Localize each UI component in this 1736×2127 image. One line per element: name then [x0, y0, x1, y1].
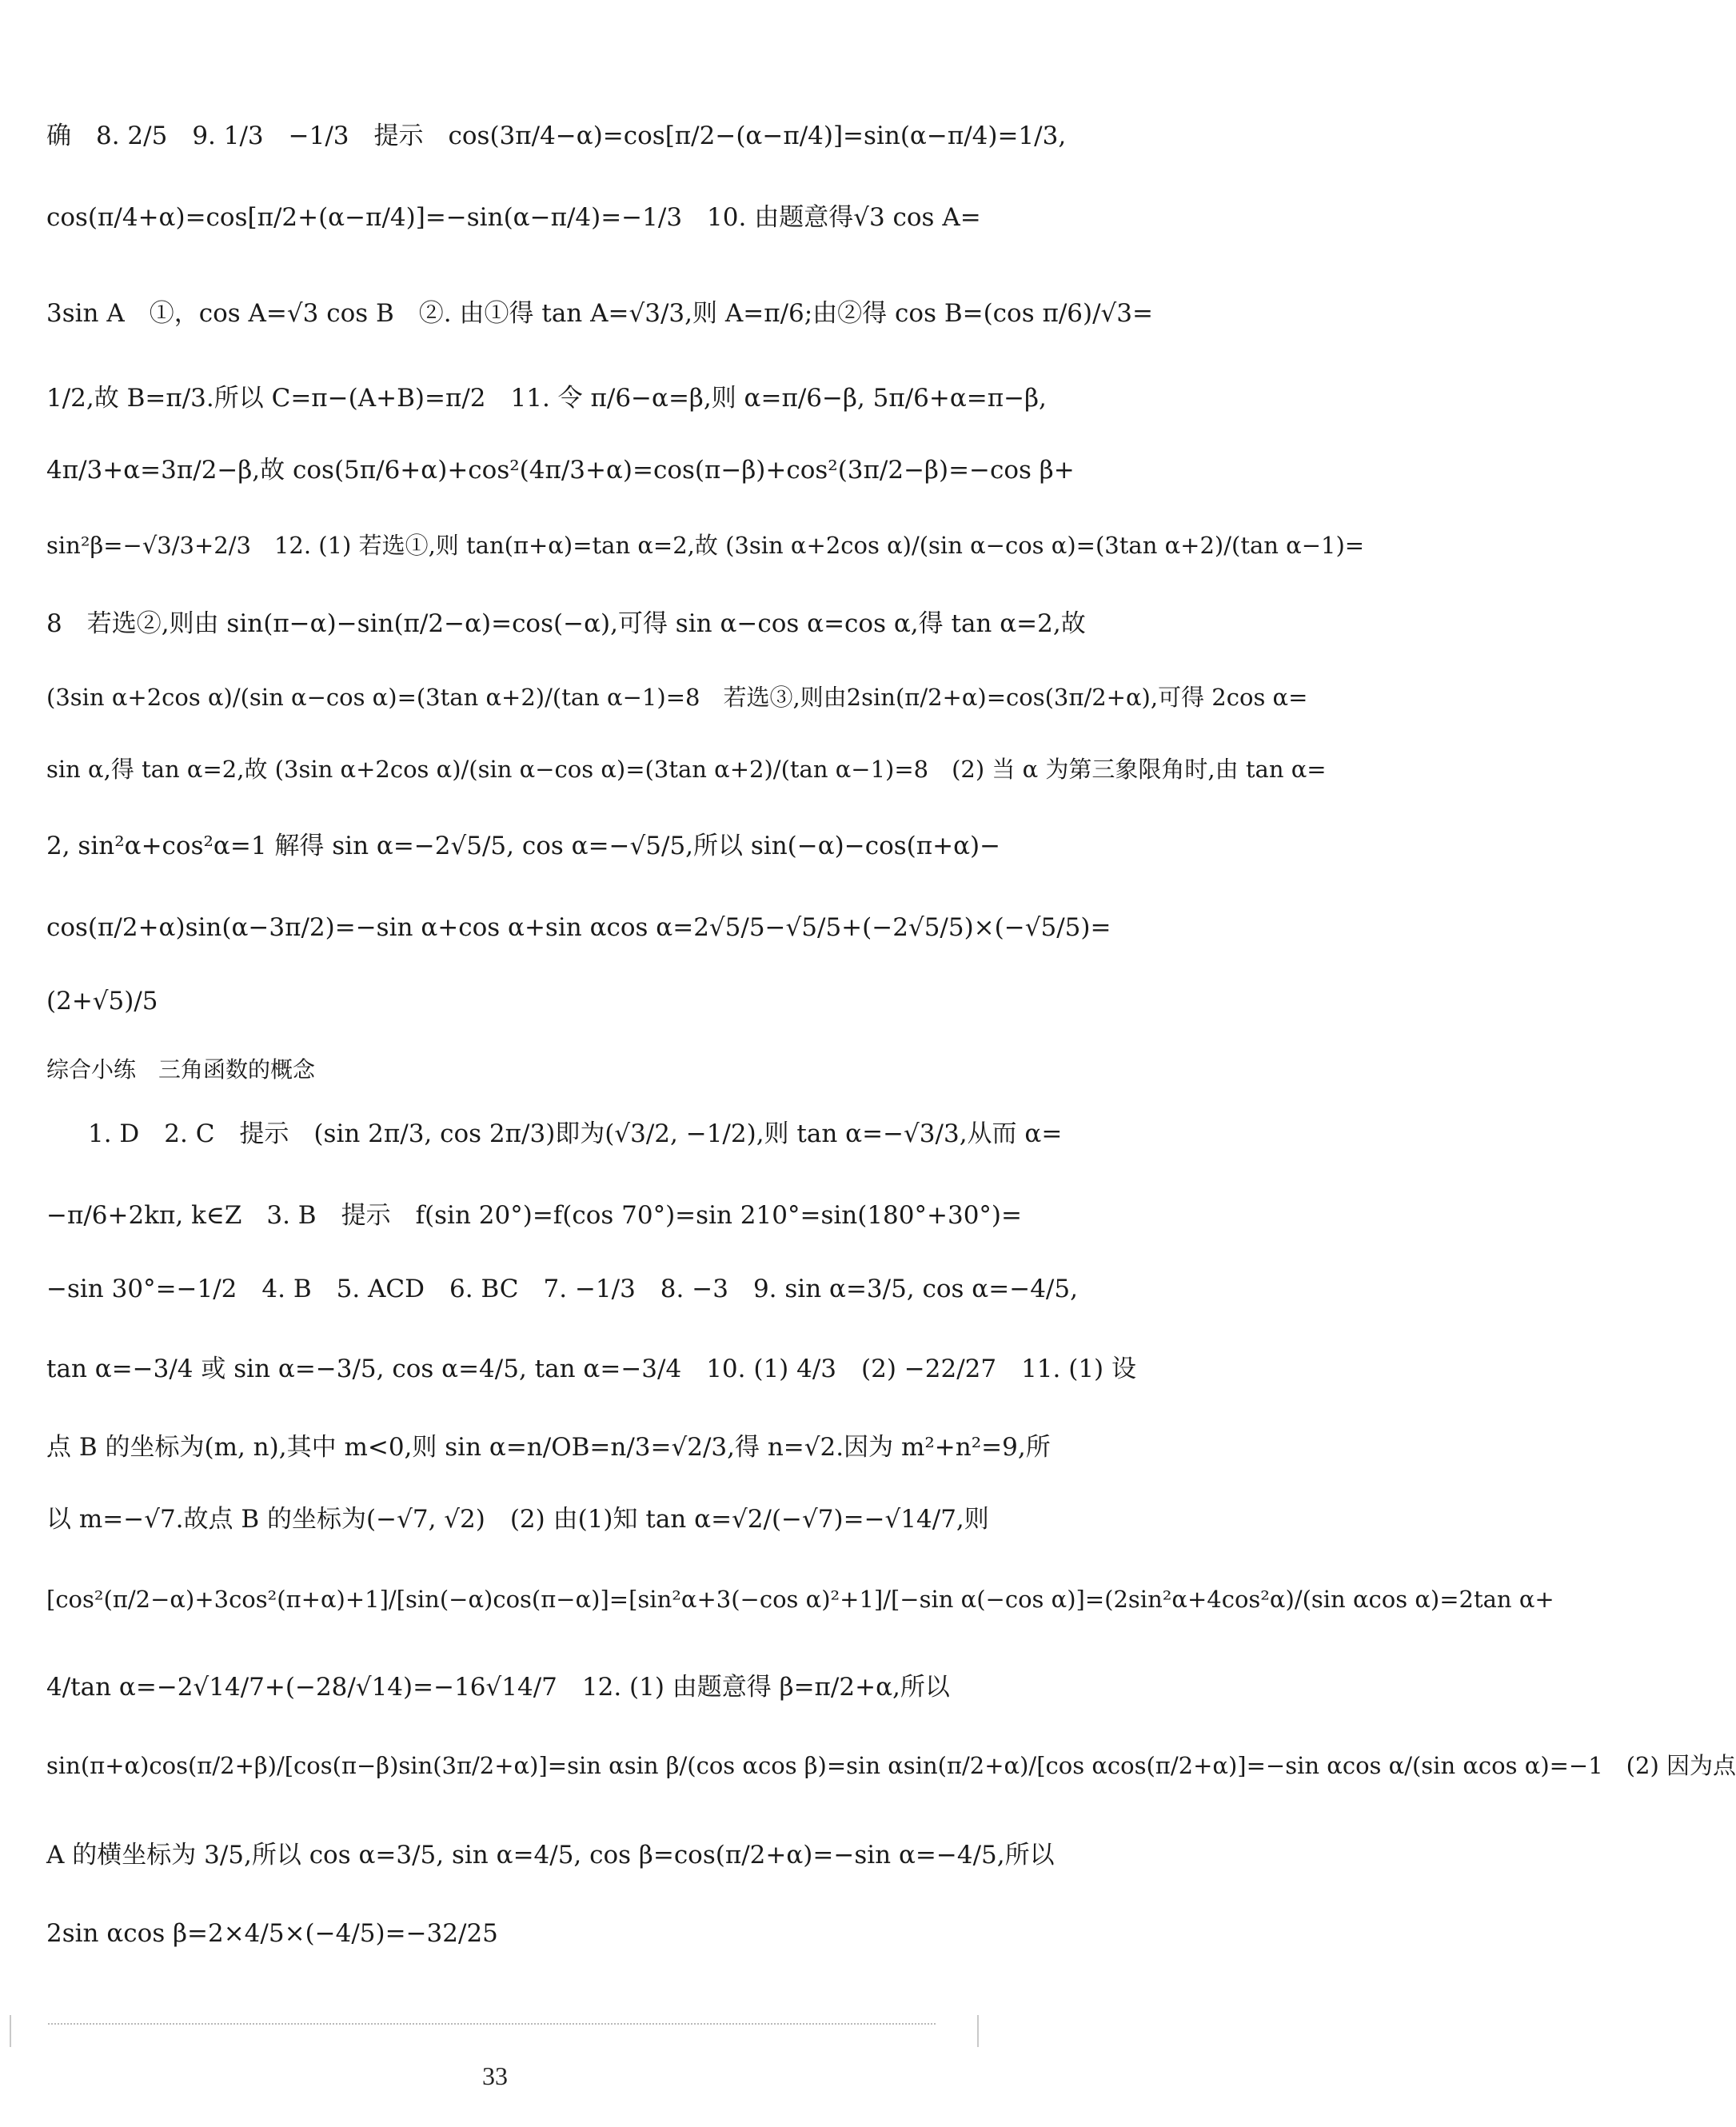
text-line: (2+√5)/5: [46, 987, 158, 1016]
text-line: cos(π/2+α)sin(α−3π/2)=−sin α+cos α+sin αcos α=2√5/5−√5/5+(−2√5/5)×(−√5/5)=: [46, 913, 1111, 942]
text-line: (3sin α+2cos α)/(sin α−cos α)=(3tan α+2)/(tan α−1)=8 若选③,则由2sin(π/2+α)=cos(3π/2+α),可得 2cos α=: [46, 684, 1308, 711]
text-line: A 的横坐标为 3/5,所以 cos α=3/5, sin α=4/5, cos β=cos(π/2+α)=−sin α=−4/5,所以: [46, 1841, 1055, 1870]
text-line: −π/6+2kπ, k∈Z 3. B 提示 f(sin 20°)=f(cos 70°)=sin 210°=sin(180°+30°)=: [46, 1201, 1022, 1230]
text-line: 2, sin²α+cos²α=1 解得 sin α=−2√5/5, cos α=−√5/5,所以 sin(−α)−cos(π+α)−: [46, 832, 1001, 860]
text-line: 8 若选②,则由 sin(π−α)−sin(π/2−α)=cos(−α),可得 sin α−cos α=cos α,得 tan α=2,故: [46, 609, 1086, 638]
text-line: 1. D 2. C 提示 (sin 2π/3, cos 2π/3)即为(√3/2, −1/2),则 tan α=−√3/3,从而 α=: [88, 1119, 1063, 1148]
page-number: 33: [482, 2061, 508, 2090]
text-line: 1/2,故 B=π/3.所以 C=π−(A+B)=π/2 11. 令 π/6−α=β,则 α=π/6−β, 5π/6+α=π−β,: [46, 384, 1047, 413]
text-line: sin α,得 tan α=2,故 (3sin α+2cos α)/(sin α−cos α)=(3tan α+2)/(tan α−1)=8 (2) 当 α 为第三象限角时,由 tan α=: [46, 756, 1327, 783]
text-line: sin²β=−√3/3+2/3 12. (1) 若选①,则 tan(π+α)=tan α=2,故 (3sin α+2cos α)/(sin α−cos α)=(3tan α+2)/(tan α−1)=: [46, 532, 1365, 559]
right-margin-rule: [977, 2015, 979, 2047]
text-line: 3sin A ①，cos A=√3 cos B ②. 由①得 tan A=√3/3,则 A=π/6;由②得 cos B=(cos π/6)/√3=: [46, 299, 1153, 328]
footer-divider: [48, 2023, 936, 2025]
text-line: cos(π/4+α)=cos[π/2+(α−π/4)]=−sin(α−π/4)=−1/3 10. 由题意得√3 cos A=: [46, 203, 981, 232]
left-margin-rule: [10, 2015, 11, 2047]
text-line: 2sin αcos β=2×4/5×(−4/5)=−32/25: [46, 1919, 498, 1948]
section-heading: 综合小练 三角函数的概念: [46, 1056, 316, 1083]
text-line: 确 8. 2/5 9. 1/3 −1/3 提示 cos(3π/4−α)=cos[π/2−(α−π/4)]=sin(α−π/4)=1/3,: [46, 122, 1067, 150]
text-line: 4/tan α=−2√14/7+(−28/√14)=−16√14/7 12. (1) 由题意得 β=π/2+α,所以: [46, 1673, 950, 1702]
text-line: −sin 30°=−1/2 4. B 5. ACD 6. BC 7. −1/3 8. −3 9. sin α=3/5, cos α=−4/5,: [46, 1275, 1078, 1303]
text-line: [cos²(π/2−α)+3cos²(π+α)+1]/[sin(−α)cos(π−α)]=[sin²α+3(−cos α)²+1]/[−sin α(−cos α)]=(2sin²α+4cos²α)/(sin αcos α)=2tan α+: [46, 1586, 1554, 1613]
text-line: 4π/3+α=3π/2−β,故 cos(5π/6+α)+cos²(4π/3+α)=cos(π−β)+cos²(3π/2−β)=−cos β+: [46, 456, 1075, 485]
text-line: tan α=−3/4 或 sin α=−3/5, cos α=4/5, tan α=−3/4 10. (1) 4/3 (2) −22/27 11. (1) 设: [46, 1355, 1137, 1383]
text-line: 以 m=−√7.故点 B 的坐标为(−√7, √2) (2) 由(1)知 tan α=√2/(−√7)=−√14/7,则: [46, 1505, 989, 1534]
text-line: 点 B 的坐标为(m, n),其中 m<0,则 sin α=n/OB=n/3=√2/3,得 n=√2.因为 m²+n²=9,所: [46, 1433, 1051, 1462]
text-line: sin(π+α)cos(π/2+β)/[cos(π−β)sin(3π/2+α)]=sin αsin β/(cos αcos β)=sin αsin(π/2+α)/[cos αcos(π/2+α)]=−sin αcos α/(sin αcos α)=−1 (2) 因为点: [46, 1752, 1736, 1779]
